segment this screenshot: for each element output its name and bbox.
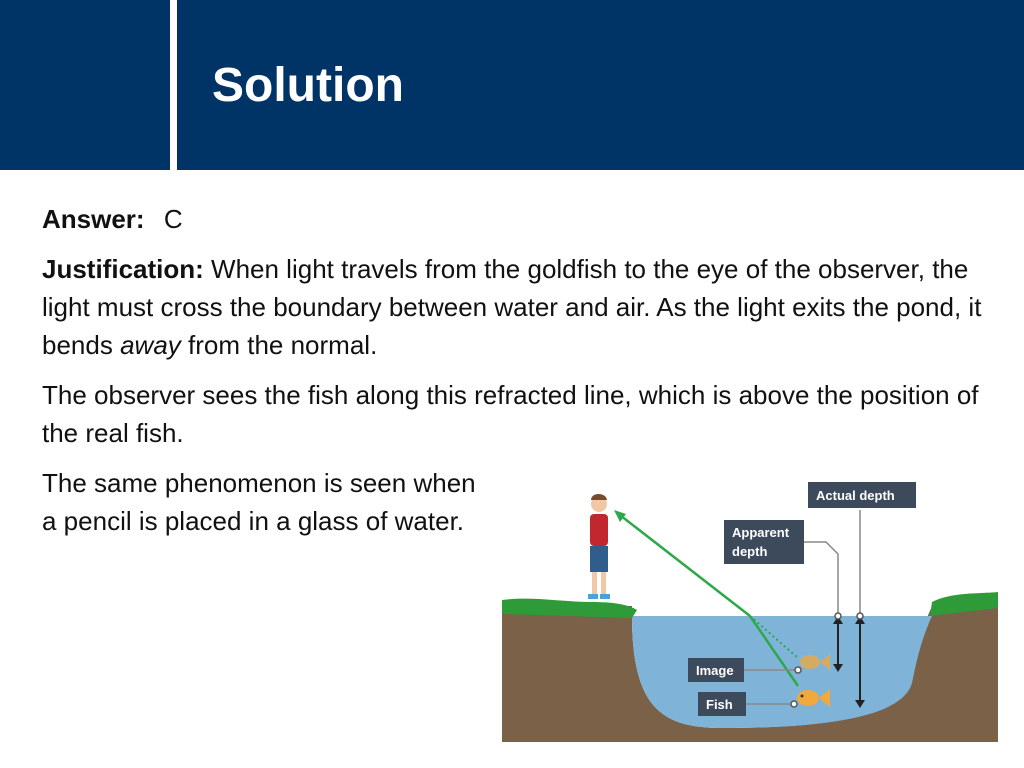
apparent-depth-text-line2: depth bbox=[732, 544, 768, 559]
observer-figure bbox=[588, 494, 610, 599]
ray-arrowhead bbox=[614, 510, 626, 522]
actual-depth-text: Actual depth bbox=[816, 488, 895, 503]
justification-text-end: from the normal. bbox=[180, 330, 378, 360]
fish-label bbox=[698, 692, 746, 716]
header-banner bbox=[0, 0, 1024, 170]
apparent-depth-text-line1: Apparent bbox=[732, 525, 790, 540]
header-divider bbox=[170, 0, 177, 170]
justification-label: Justification: bbox=[42, 254, 204, 284]
fish-text: Fish bbox=[706, 697, 733, 712]
apparent-depth-leader bbox=[804, 542, 838, 616]
justification-text: When light travels from the goldfish to the eye of the observer, the light must cross the boundary between water and air. As the light exits the pond, it bends bbox=[42, 254, 982, 360]
justification-paragraph bbox=[42, 250, 982, 364]
actual-depth-label bbox=[808, 482, 916, 508]
page-title: Solution bbox=[212, 59, 404, 112]
refraction-diagram bbox=[502, 478, 998, 742]
image-text: Image bbox=[696, 663, 734, 678]
pencil-paragraph: The same phenomenon is seen when a pencil is placed in a glass of water. bbox=[42, 468, 476, 536]
image-label bbox=[688, 658, 744, 682]
answer-line bbox=[42, 200, 982, 238]
answer-label: Answer: bbox=[42, 204, 145, 234]
justification-emphasis: away bbox=[120, 330, 181, 360]
observer-paragraph: The observer sees the fish along this refracted line, which is above the position of the real fish. bbox=[42, 380, 979, 448]
answer-value: C bbox=[163, 204, 183, 234]
apparent-depth-label bbox=[724, 520, 804, 564]
